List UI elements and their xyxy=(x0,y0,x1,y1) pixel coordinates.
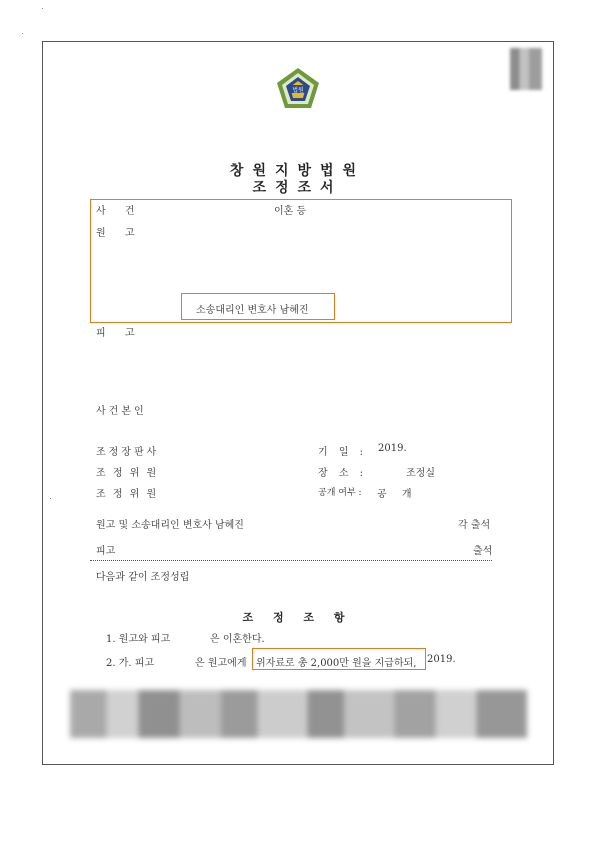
term-2: 2. 가. 피고 xyxy=(106,658,155,669)
term-2-payment: 위자료로 총 2,000만 원을 지급하되, xyxy=(256,658,417,669)
case-label: 사 건 xyxy=(96,206,143,217)
redacted-text-band xyxy=(70,690,527,738)
scan-speck xyxy=(42,8,43,9)
public-label: 공개 여부 : xyxy=(318,488,362,498)
attendance-defendant: 피고 xyxy=(96,546,116,557)
date-label: 기 일 : xyxy=(318,447,368,458)
terms-title: 조 정 조 항 xyxy=(242,611,353,624)
defendant-label: 피 고 xyxy=(96,328,143,339)
emblem-label: 법원 xyxy=(292,87,304,94)
term-2-date: 2019. xyxy=(427,654,456,665)
court-name: 창원지방법원 xyxy=(229,163,366,179)
term-1: 1. 원고와 피고 xyxy=(106,634,171,645)
attendance-defendant-status: 출석 xyxy=(473,546,493,557)
plaintiff-agent: 소송대리인 변호사 남혜진 xyxy=(196,305,309,316)
attendance-plaintiff-status: 각 출석 xyxy=(458,520,491,531)
judge-label: 조정장판사 xyxy=(96,447,160,458)
conciliation-statement: 다음과 같이 조정성립 xyxy=(96,572,190,583)
member2-label: 조 정 위 원 xyxy=(96,489,159,500)
attendance-plaintiff: 원고 및 소송대리인 변호사 남혜진 xyxy=(96,520,244,531)
document-type: 조정조서 xyxy=(252,180,343,196)
place-label: 장 소 : xyxy=(318,468,368,479)
public-value: 공 개 xyxy=(377,489,418,500)
place-value: 조정실 xyxy=(406,468,435,479)
term-1-rest: 은 이혼한다. xyxy=(210,634,265,645)
case-value: 이혼 등 xyxy=(274,206,307,217)
case-principal-label: 사건본인 xyxy=(96,406,147,417)
dotted-divider xyxy=(90,560,492,561)
date-value: 2019. xyxy=(378,443,407,454)
redacted-corner-block xyxy=(510,48,542,90)
scan-speck xyxy=(22,33,23,34)
plaintiff-label: 원 고 xyxy=(96,228,143,239)
member1-label: 조 정 위 원 xyxy=(96,468,159,479)
term-2-mid: 은 원고에게 xyxy=(195,658,247,669)
